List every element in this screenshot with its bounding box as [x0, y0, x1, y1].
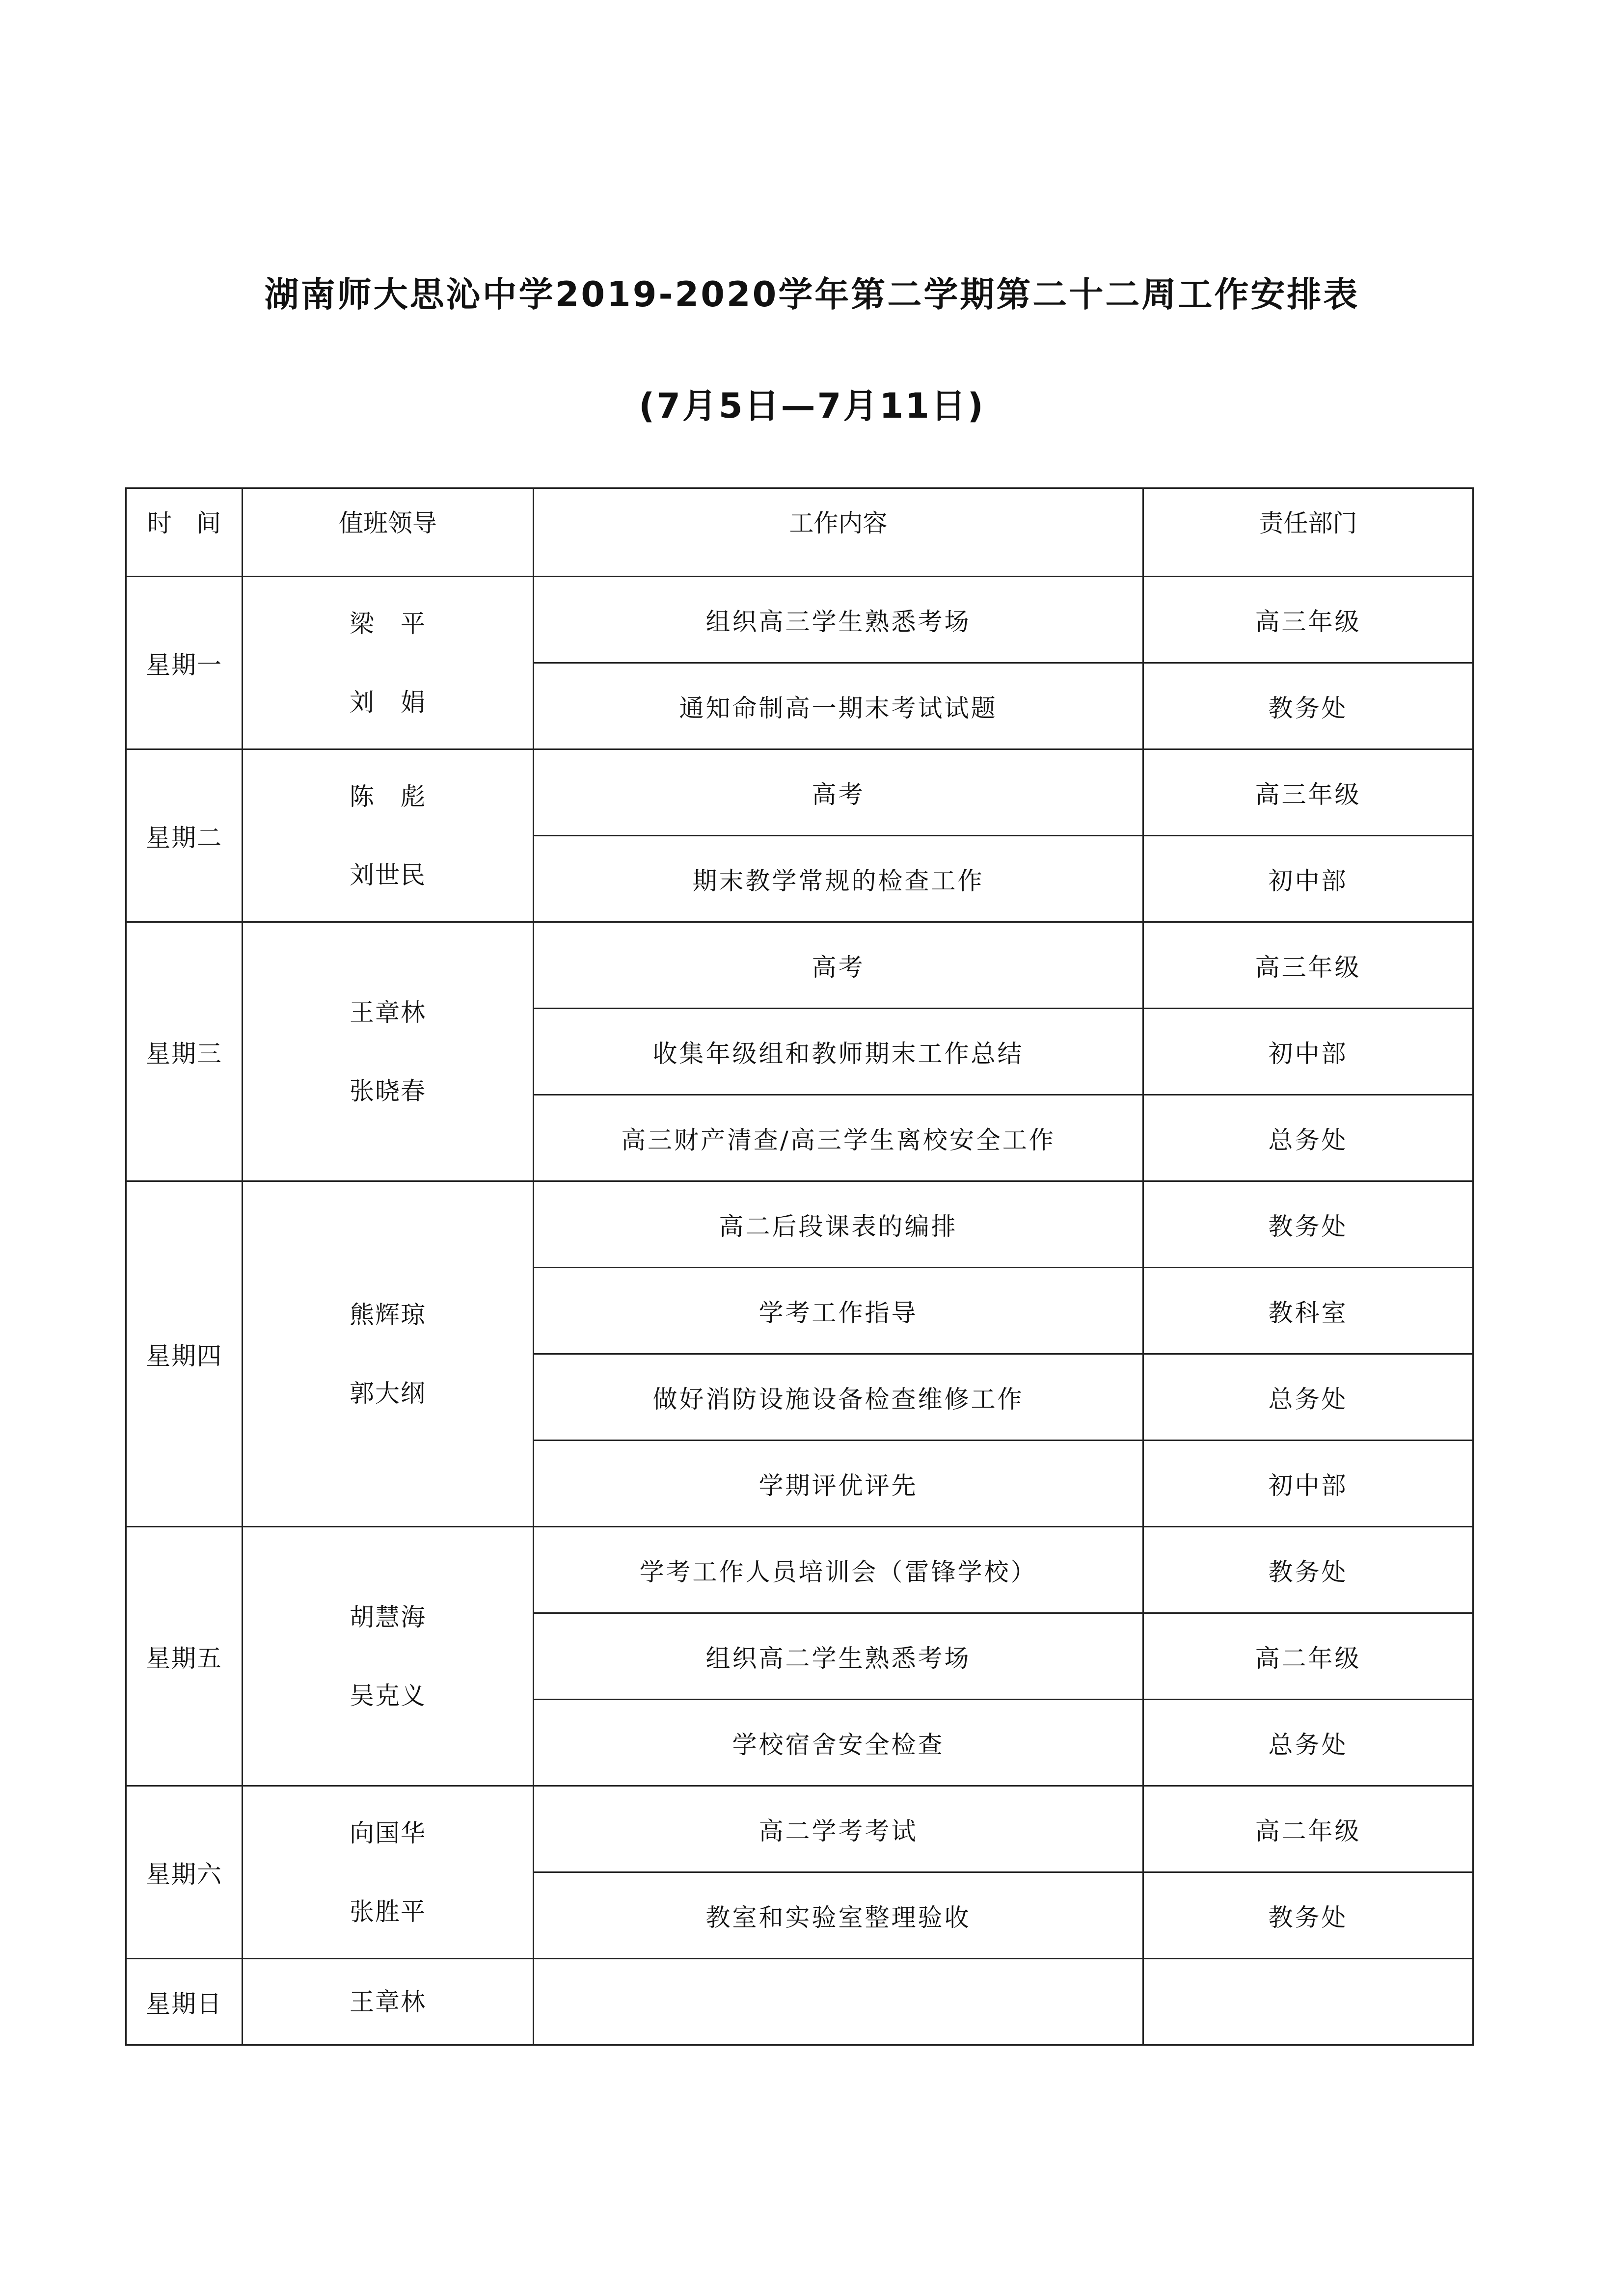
header-leader: 值班领导	[243, 488, 534, 577]
day-cell: 星期六	[126, 1786, 243, 1959]
table-body	[126, 577, 1473, 2045]
leader-name: 王章林	[350, 998, 426, 1027]
dept-cell: 教务处	[1143, 1872, 1473, 1959]
table-header-row	[126, 488, 1473, 577]
dept-cell: 总务处	[1143, 1095, 1473, 1181]
dept-cell: 初中部	[1143, 836, 1473, 922]
content-cell: 教室和实验室整理验收	[534, 1872, 1143, 1959]
table-row	[126, 1527, 1473, 1613]
day-cell: 星期一	[126, 577, 243, 749]
leader-name: 陈 彪	[350, 782, 426, 811]
day-cell: 星期五	[126, 1527, 243, 1786]
dept-cell: 初中部	[1143, 1441, 1473, 1527]
content-cell: 学校宿舍安全检查	[534, 1700, 1143, 1786]
leader-name: 向国华	[350, 1818, 426, 1847]
content-cell: 高二后段课表的编排	[534, 1181, 1143, 1268]
content-cell: 组织高二学生熟悉考场	[534, 1613, 1143, 1700]
dept-cell: 教务处	[1143, 1527, 1473, 1613]
leader-name: 张晓春	[350, 1076, 426, 1105]
dept-cell: 高三年级	[1143, 749, 1473, 836]
header-time: 时 间	[126, 488, 243, 577]
leader-name: 王章林	[350, 1987, 426, 2016]
leader-cell	[243, 1181, 534, 1527]
leader-cell	[243, 1527, 534, 1786]
day-cell: 星期三	[126, 922, 243, 1181]
dept-cell: 总务处	[1143, 1354, 1473, 1441]
table-row	[126, 1959, 1473, 2045]
dept-cell: 高三年级	[1143, 577, 1473, 663]
content-cell: 高考	[534, 922, 1143, 1009]
document-subtitle: (7月5日—7月11日)	[639, 386, 985, 426]
content-cell: 高考	[534, 749, 1143, 836]
leader-cell	[243, 922, 534, 1181]
dept-cell: 高三年级	[1143, 922, 1473, 1009]
dept-cell: 高二年级	[1143, 1613, 1473, 1700]
leader-name: 吴克义	[350, 1681, 426, 1710]
header-content: 工作内容	[534, 488, 1143, 577]
leader-name: 熊辉琼	[350, 1300, 426, 1329]
content-cell: 期末教学常规的检查工作	[534, 836, 1143, 922]
dept-cell: 教务处	[1143, 1181, 1473, 1268]
dept-cell: 总务处	[1143, 1700, 1473, 1786]
leader-cell	[243, 577, 534, 749]
content-cell: 做好消防设施设备检查维修工作	[534, 1354, 1143, 1441]
table-row	[126, 749, 1473, 836]
content-cell: 通知命制高一期末考试试题	[534, 663, 1143, 749]
document-title: 湖南师大思沁中学2019-2020学年第二学期第二十二周工作安排表	[264, 274, 1360, 315]
leader-name: 刘 娟	[350, 688, 426, 717]
content-cell: 学考工作人员培训会（雷锋学校）	[534, 1527, 1143, 1613]
leader-name: 张胜平	[350, 1897, 426, 1926]
content-cell: 高二学考考试	[534, 1786, 1143, 1872]
dept-cell: 高二年级	[1143, 1786, 1473, 1872]
table-row	[126, 922, 1473, 1009]
table-row	[126, 1181, 1473, 1268]
dept-cell	[1143, 1959, 1473, 2045]
leader-name: 郭大纲	[350, 1379, 426, 1408]
day-cell: 星期二	[126, 749, 243, 922]
leader-cell	[243, 749, 534, 922]
leader-name: 刘世民	[350, 860, 426, 889]
table-row	[126, 1786, 1473, 1872]
dept-cell: 初中部	[1143, 1009, 1473, 1095]
content-cell: 学期评优评先	[534, 1441, 1143, 1527]
table-row	[126, 577, 1473, 663]
leader-cell	[243, 1959, 534, 2045]
leader-cell	[243, 1786, 534, 1959]
header-dept: 责任部门	[1143, 488, 1473, 577]
content-cell: 收集年级组和教师期末工作总结	[534, 1009, 1143, 1095]
leader-name: 胡慧海	[350, 1602, 426, 1631]
dept-cell: 教科室	[1143, 1268, 1473, 1354]
leader-name: 梁 平	[350, 609, 426, 638]
content-cell	[534, 1959, 1143, 2045]
content-cell: 组织高三学生熟悉考场	[534, 577, 1143, 663]
day-cell: 星期四	[126, 1181, 243, 1527]
schedule-table	[125, 487, 1474, 2046]
content-cell: 学考工作指导	[534, 1268, 1143, 1354]
content-cell: 高三财产清查/高三学生离校安全工作	[534, 1095, 1143, 1181]
dept-cell: 教务处	[1143, 663, 1473, 749]
day-cell: 星期日	[126, 1959, 243, 2045]
